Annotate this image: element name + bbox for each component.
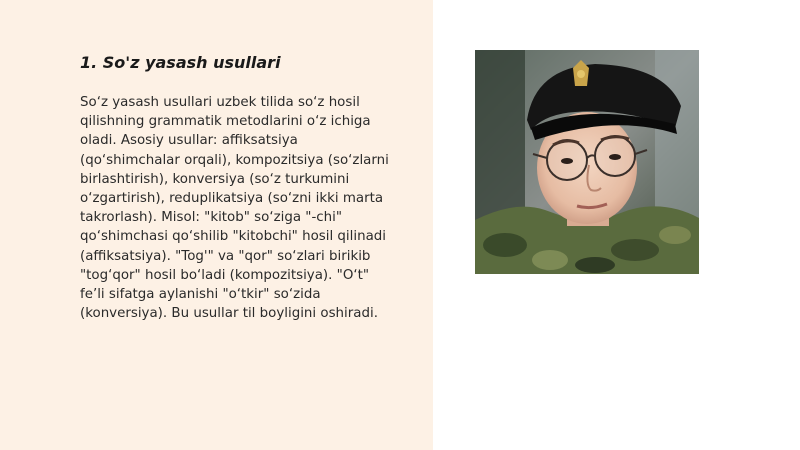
body-line: birlashtirish), konversiya (so‘z turkumini — [80, 171, 350, 187]
body-line: (konversiya). Bu usullar til boyligini oshiradi. — [80, 306, 378, 322]
body-line: fe’li sifatga aylanishi "o‘tkir" so‘zida — [80, 287, 321, 303]
body-line: qo‘shimchasi qo‘shilib "kitobchi" hosil qilinadi — [80, 229, 387, 245]
slide-title: 1. So'z yasash usullari — [80, 53, 281, 72]
slide-body-text — [80, 93, 425, 323]
body-line: oladi. Asosiy usullar: affiksatsiya — [80, 133, 298, 149]
body-line: o‘zgartirish), reduplikatsiya (so‘zni ikki marta — [80, 191, 384, 207]
body-line: So‘z yasash usullari uzbek tilida so‘z hosil — [80, 95, 360, 110]
body-line: (qo‘shimchalar orqali), kompozitsiya (so‘zlarni — [80, 152, 389, 168]
body-line: qilishning grammatik metodlarini o‘z ichiga — [80, 114, 371, 130]
body-line: (affiksatsiya). "Tog'" va "qor" so‘zlari birikib — [80, 248, 371, 264]
portrait-illustration — [475, 50, 699, 274]
body-line: "tog‘qor" hosil bo‘ladi (kompozitsiya). "O‘t" — [80, 267, 370, 283]
portrait-photo — [475, 50, 699, 274]
body-line: takrorlash). Misol: "kitob" so‘ziga "-chi" — [80, 210, 343, 226]
